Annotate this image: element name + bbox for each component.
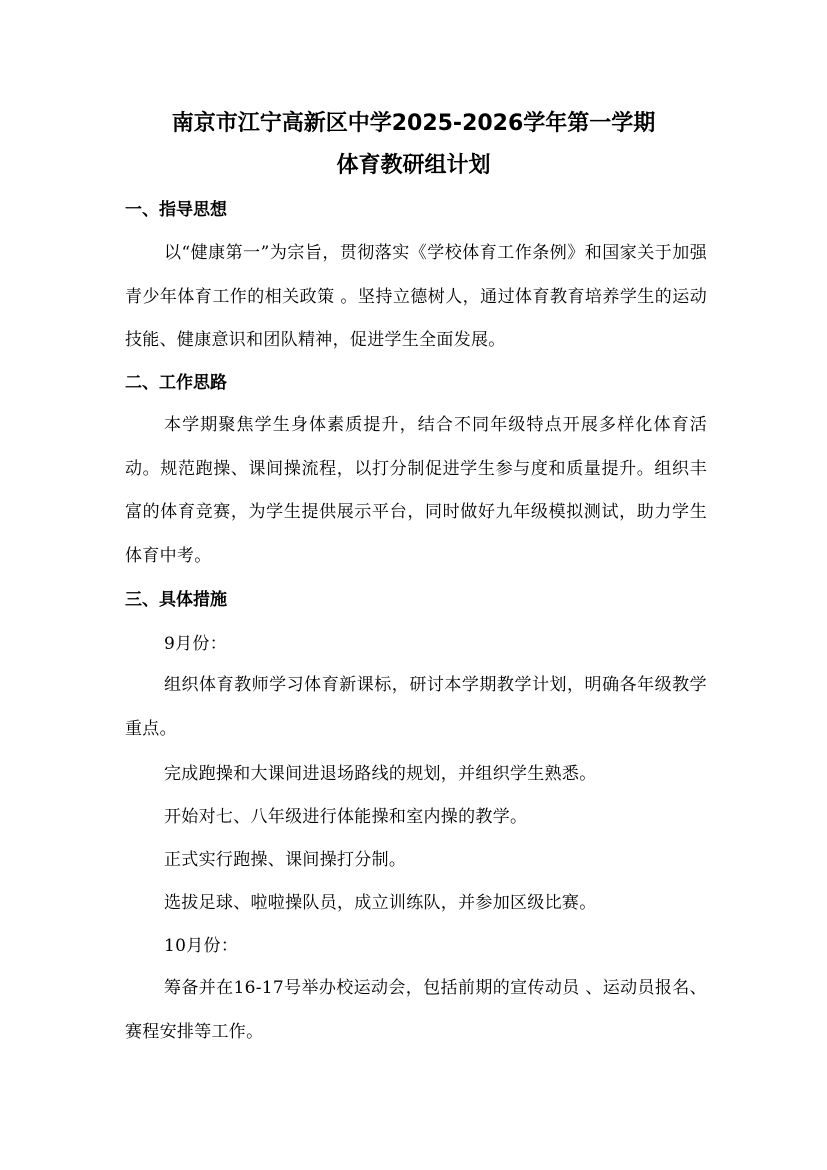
measure-item: 开始对七、八年级进行体能操和室内操的教学。: [164, 807, 528, 827]
section-heading-specific-measures: 三、具体措施: [125, 590, 227, 610]
measure-item: 完成跑操和大课间进退场路线的规划，并组织学生熟悉。: [164, 764, 597, 784]
section-heading-guiding-thought: 一、指导思想: [125, 200, 227, 220]
month-label-october: 10月份：: [164, 936, 239, 956]
measure-item: 组织体育教师学习体育新课标，研讨本学期教学计划，明确各年级教学重点。: [125, 675, 707, 739]
section-paragraph-guiding-thought: 以“健康第一”为宗旨，贯彻落实《学校体育工作条例》和国家关于加强青少年体育工作的相关政策 。坚持立德树人，通过体育教育培养学生的运动技能、健康意识和团队精神，促进学生全面发展。: [125, 243, 707, 350]
measure-item: 正式实行跑操、课间操打分制。: [164, 850, 407, 870]
measure-item: 选拔足球、啦啦操队员，成立训练队，并参加区级比赛。: [164, 893, 597, 913]
measure-item: 筹备并在16-17号举办校运动会，包括前期的宣传动员 、运动员报名、赛程安排等工作。: [125, 978, 707, 1042]
document-subtitle: 体育教研组计划: [336, 153, 491, 178]
document-title: 南京市江宁高新区中学2025-2026学年第一学期: [171, 111, 656, 136]
section-paragraph-work-approach: 本学期聚焦学生身体素质提升，结合不同年级特点开展多样化体育活动。规范跑操、课间操流程，以打分制促进学生参与度和质量提升。组织丰富的体育竞赛，为学生提供展示平台，同时做好九年级模拟测试，助力学生体育中考。: [125, 415, 707, 566]
section-heading-work-approach: 二、工作思路: [125, 373, 227, 393]
month-label-september: 9月份：: [164, 634, 228, 654]
